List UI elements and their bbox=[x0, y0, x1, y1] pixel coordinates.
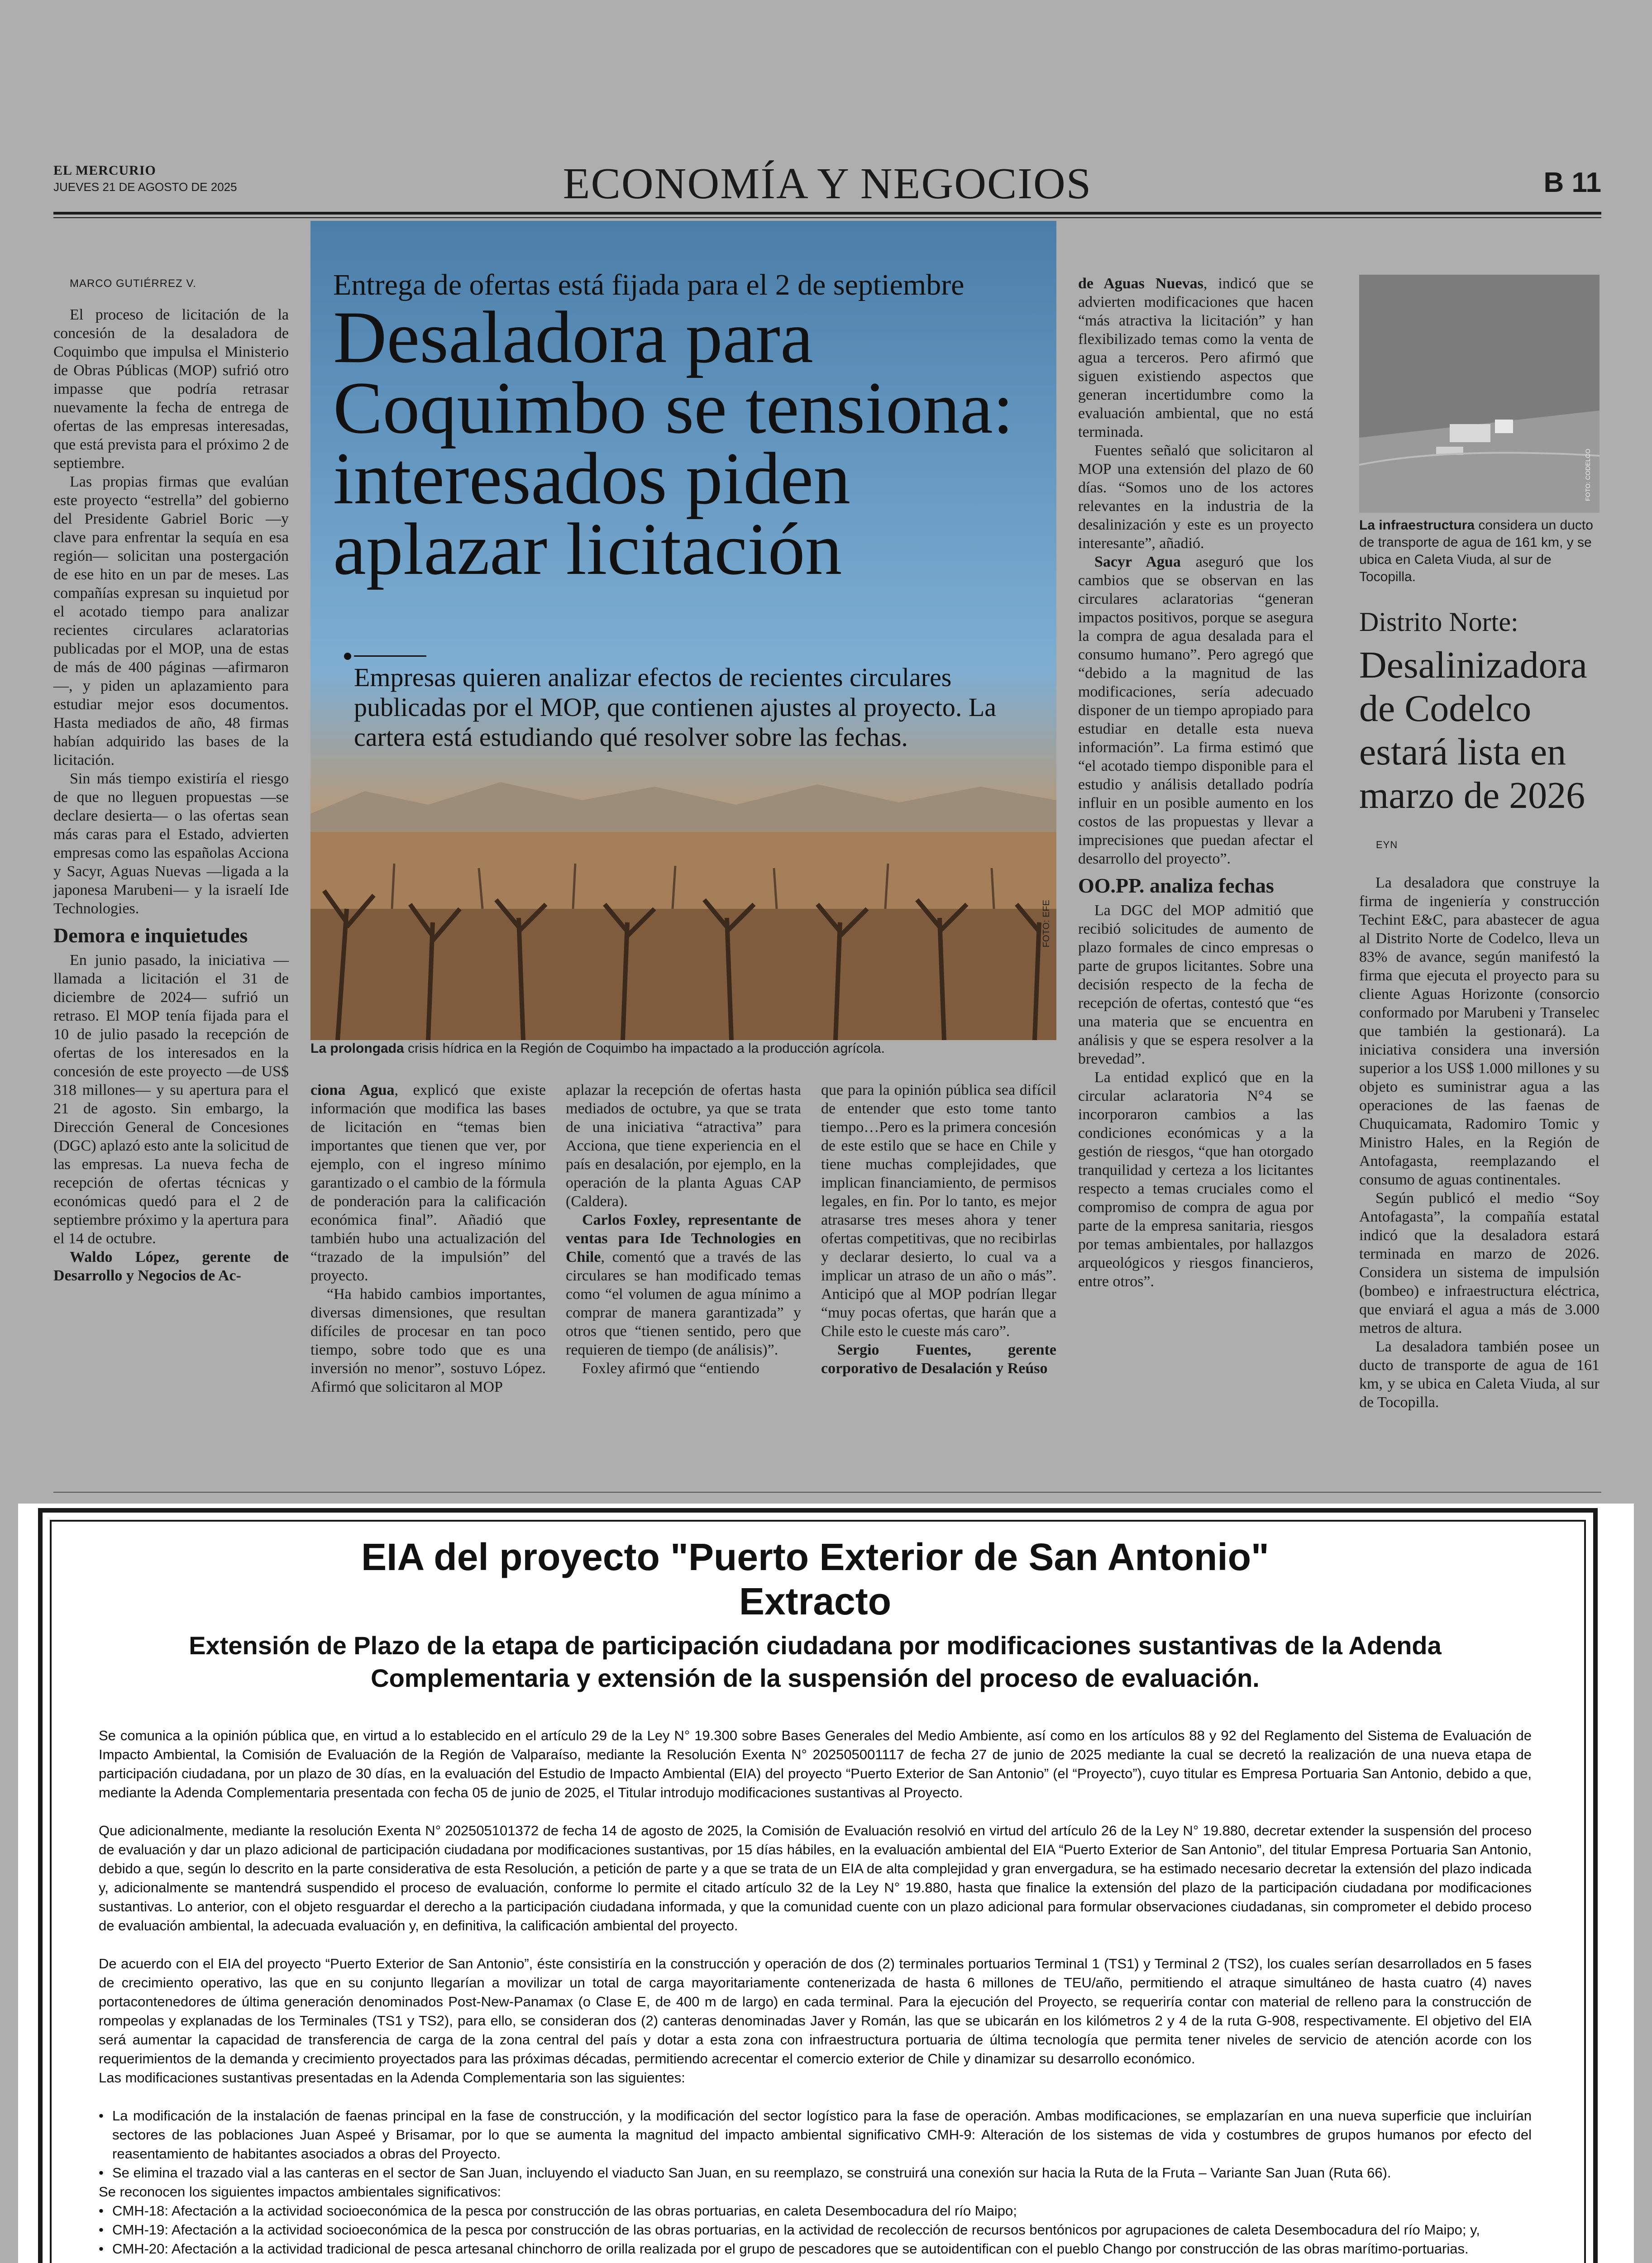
paragraph: aplazar la recepción de ofertas hasta mediados de octubre, ya que se trata de una iniciativa “atractiva” para Acciona, que tiene experiencia en el país en desalación, por ejemplo, en la operación de la planta Aguas CAP (Caldera). bbox=[566, 1082, 801, 1210]
notice-paragraph: Las modificaciones sustantivas presentadas en la Adenda Complementaria son las siguientes: bbox=[99, 2070, 685, 2086]
bold-lead: Sergio Fuentes, gerente corporativo de Desalación y Reúso bbox=[821, 1342, 1056, 1377]
paragraph: Foxley afirmó que “entiendo bbox=[582, 1360, 759, 1377]
paragraph bbox=[566, 1211, 801, 1359]
paragraph: Las propias firmas que evalúan este proyecto “estrella” del gobierno del Presidente Gabriel Boric —y clave para enfrentar la sequía en esa región— solicitan una postergación de ese hito en un par de meses. Las compañías expresan su inquietud por el acotado tiempo para analizar recientes circulares aclaratorias publicadas por el MOP, una de estas de más de 400 páginas —afirmaron—, y piden un aplazamiento para estudiar mejor esos documentos. Hasta mediados de año, 48 firmas habían adquirido las bases de la licitación. bbox=[53, 473, 289, 769]
hero-feature bbox=[310, 221, 1056, 1056]
caption-lead: La infraestructura bbox=[1359, 518, 1475, 533]
new-impacts-list bbox=[99, 2201, 1532, 2258]
desalination-plant-photo bbox=[1359, 275, 1599, 513]
bold-lead: Sacyr Agua bbox=[1094, 554, 1181, 570]
modifications-list bbox=[99, 2106, 1532, 2182]
notice-paragraph: Se comunica a la opinión pública que, en virtud a lo establecido en el artículo 29 de la Ley N° 19.300 sobre Bases Generales del Medio Ambiente, así como en los artículos 88 y 92 del Reglamento del Sistema de Evaluación de Impacto Ambiental, la Comisión de Evaluación de la Región de Valparaíso, mediante la Resolución Exenta N° 202505001117 de fecha 27 de junio de 2025 mediante la cual se decretó la realización de una nueva etapa de participación ciudadana, por un plazo de 30 días, en la evaluación del Estudio de Impacto Ambiental (EIA) del proyecto “Puerto Exterior de San Antonio” (el “Proyecto”), cuyo titular es Empresa Portuaria San Antonio, debido a que, mediante la Adenda Complementaria presentada con fecha 05 de junio de 2025, el Titular introdujo modificaciones sustantivas al Proyecto. bbox=[99, 1728, 1532, 1800]
paragraph: que para la opinión pública sea difícil de entender que esto tome tanto tiempo…Pero es la primera concesión de este estilo que se hace en Chile y tiene muchas complejidades, que implican financiamiento, de permisos legales, en fin. Por lo tanto, es mejor atrasarse tres meses ahora y tener ofertas competitivas, que no recibirlas y declarar desierto, lo cual va a implicar un atraso de un año o más”. Anticipó que al MOP podrían llegar “muy pocas ofertas, que harán que a Chile esto le cueste más caro”. bbox=[821, 1082, 1056, 1340]
photo-credit: FOTO: EFE bbox=[1041, 900, 1051, 948]
subheading: Demora e inquietudes bbox=[53, 924, 248, 947]
paragraph-text: , comentó que a través de las circulares se han modificado temas como “el volumen de agua mínimo a comprar de manera garantizada” y otros que “tienen sentido, pero que requieren de tiempo (de análisis)”. bbox=[566, 1249, 801, 1358]
subheading: OO.PP. analiza fechas bbox=[1078, 874, 1274, 897]
list-item: • CMH-20: Afectación a la actividad tradicional de pesca artesanal chinchorro de orilla realizada por el grupo de pescadores que se autoidentifican con el pueblo Chango por construcción de las obras marítimo-portuarias. bbox=[99, 2239, 1532, 2258]
paragraph-text: aseguró que los cambios que se observan en las circulares aclaratorias “generan impactos positivos, porque se asegura la compra de agua desalada para el consumo humano”. Pero agregó que “debido a la magnitud de las modificaciones, sería adecuado disponer de un tiempo apropiado para estudiar en detalle esta nueva información”. La firma estimó que “el acotado tiempo disponible para el estudio y análisis detallado podría influir en un posible aumento en los costos de las propuestas y llevar a imprecisiones que puedan afectar el desarrollo del proyecto”. bbox=[1078, 554, 1313, 867]
paragraph bbox=[310, 1081, 546, 1285]
side-photo-credit: FOTO: CODELCO bbox=[1584, 449, 1591, 501]
bold-lead: Carlos Foxley, representante de ventas para Ide Technologies en Chile bbox=[566, 1212, 801, 1265]
list-item: • Se elimina el trazado vial a las canteras en el sector de San Juan, incluyendo el viaducto San Juan, en su reemplazo, se construirá una conexión sur hacia la Ruta de la Fruta – Variante San Juan (Ruta 66). bbox=[99, 2163, 1532, 2182]
notice-paragraph: De acuerdo con el EIA del proyecto “Puerto Exterior de San Antonio”, éste consistiría en la construcción y operación de dos (2) terminales portuarios Terminal 1 (TS1) y Terminal 2 (TS2), los cuales serían desarrollados en 5 fases de crecimiento operativo, las que en su conjunto llegarían a movilizar un total de carga mayoritariamente contenerizada de hasta 6 millones de TEU/año, permitiendo el atraque simultáneo de hasta cuatro (4) naves portacontenedores de última generación denominados Post-New-Panamax (o Clase E, de 400 m de largo) en cada terminal. Para la ejecución del Proyecto, se requeriría contar con material de relleno para la construcción de rompeolas y explanadas de los Terminales (TS1 y TS2), para ello, se consideran dos (2) canteras denominadas Javer y Román, las que se ubicarán en los kilómetros 2 y 4 de la ruta G-908, respectivamente. El objetivo del EIA será aumentar la capacidad de transferencia de carga de la zona central del país y dotar a esta zona con infraestructura portuaria de última tecnología que permita tener niveles de servicio de atención acorde con los requerimientos de la demanda y crecimiento proyectados para las próximas décadas, permitiendo acrecentar el comercio exterior de Chile y dinamizar su desarrollo económico. bbox=[99, 1956, 1532, 2067]
paragraph bbox=[821, 1341, 1056, 1378]
headline: Desaladora para Coquimbo se tensiona: interesados piden aplazar licitación bbox=[333, 296, 1014, 590]
paragraph bbox=[1078, 274, 1313, 441]
paragraph: La DGC del MOP admitió que recibió solicitudes de aumento de plazo formales de cinco empresas o parte de grupos licitantes. Sobre una decisión respecto de la fecha de recepción de ofertas, contestó que “es una materia que se encuentra en análisis y que se espera resolver a la brevedad”. bbox=[1078, 902, 1313, 1067]
notice-title: EIA del proyecto "Puerto Exterior de San Antonio" bbox=[361, 1536, 1269, 1578]
masthead-rule-thin bbox=[53, 217, 1601, 218]
side-photo-caption bbox=[1359, 517, 1599, 586]
paragraph bbox=[53, 1248, 289, 1285]
side-story-body bbox=[1359, 874, 1599, 1412]
photo-caption bbox=[310, 1041, 1056, 1056]
paper-name: EL MERCURIO bbox=[53, 163, 156, 178]
list-item: • CMH-18: Afectación a la actividad socioeconómica de la pesca por construcción de las obras portuarias, en caleta Desembocadura del río Maipo; bbox=[99, 2201, 1532, 2220]
notice-content bbox=[99, 1534, 1532, 2263]
main-story-column-1 bbox=[53, 274, 289, 1285]
page-number: B 11 bbox=[1543, 167, 1601, 198]
bold-lead: Waldo López, gerente de Desarrollo y Negocios de Ac- bbox=[53, 1249, 289, 1284]
list-item: • CMH-19: Afectación a la actividad socioeconómica de la pesca por construcción de las obras portuarias, en la actividad de recolección de recursos bentónicos por agrupaciones de caleta Desembocadura del río Maipo; y, bbox=[99, 2220, 1532, 2239]
paragraph bbox=[1078, 553, 1313, 868]
paragraph-text: , explicó que existe información que modifica las bases de licitación en “temas bien importantes que tienen que ver, por ejemplo, con el ingreso mínimo garantizado o el cambio de la fórmula de ponderación para la calificación económica final”. Añadió que también hubo una actualización del “trazado de la impulsión” del proyecto. bbox=[310, 1082, 546, 1284]
caption-text: crisis hídrica en la Región de Coquimbo ha impactado a la producción agrícola. bbox=[404, 1041, 885, 1056]
main-story-column-3 bbox=[566, 1081, 801, 1378]
paragraph: Fuentes señaló que solicitaron al MOP una extensión del plazo de 60 días. “Somos uno de los actores relevantes en la industria de la desalinización y este es un proyecto interesante”, añadió. bbox=[1078, 442, 1313, 552]
caption-lead: La prolongada bbox=[310, 1041, 404, 1056]
headline-summary: Empresas quieren analizar efectos de recientes circulares publicadas por el MOP, que contienen ajustes al proyecto. La cartera está estudiando qué resolver sobre las fechas. bbox=[354, 663, 996, 752]
paragraph: Sin más tiempo existiría el riesgo de que no lleguen propuestas —se declare desierta— o las ofertas sean más caras para el Estado, advierten empresas como las españolas Acciona y Sacyr, Aguas Nuevas —ligada a la japonesa Marubeni— y la israelí Ide Technologies. bbox=[53, 770, 289, 917]
bold-lead: de Aguas Nuevas bbox=[1078, 275, 1203, 292]
list-intro: Se reconocen los siguientes impactos ambientales significativos: bbox=[99, 2184, 501, 2200]
paper-date: JUEVES 21 DE AGOSTO DE 2025 bbox=[53, 180, 237, 194]
headline-kicker: Entrega de ofertas está fijada para el 2 de septiembre bbox=[333, 268, 964, 301]
vineyard-illustration bbox=[310, 773, 1056, 1040]
aerial-plant-illustration bbox=[1359, 275, 1599, 513]
paragraph: “Ha habido cambios importantes, diversas dimensiones, que resultan difíciles de procesar en tan poco tiempo, sobre todo que es una inversión no menor”, sostuvo López. Afirmó que solicitaron al MOP bbox=[310, 1286, 546, 1395]
paragraph: La entidad explicó que en la circular aclaratoria N°4 se incorporaron cambios a las condiciones económicas y a la gestión de riesgos, “que han otorgado tranquilidad y certeza a los licitantes respecto a temas cruciales como el compromiso de compra de agua por parte de la empresa sanitaria, riesgos por temas ambientales, por hallazgos arqueológicos y riesgos financieros, entre otros”. bbox=[1078, 1069, 1313, 1290]
paragraph-text: , indicó que se advierten modificaciones que hacen “más atractiva la licitación” y han flexibilizado temas como la venta de agua a terceros. Pero afirmó que siguen existiendo aspectos que generan incertidumbre como la evaluación ambiental, que no está terminada. bbox=[1078, 275, 1313, 440]
page-bottom-rule bbox=[53, 1492, 1601, 1493]
main-story-column-4 bbox=[821, 1081, 1056, 1378]
paragraph: En junio pasado, la iniciativa —llamada a licitación el 31 de diciembre de 2024— sufrió un retraso. El MOP tenía fijada para el 10 de julio pasado la recepción de ofertas de los interesados en la concesión de este proyecto —de US$ 318 millones— y su apertura para el 21 de agosto. Sin embargo, la Dirección General de Concesiones (DGC) aplazó esto ante la solicitud de las empresas. La nueva fecha de recepción de ofertas técnicas y económicas quedó para el 2 de septiembre próximo y la apertura para el 14 de octubre. bbox=[53, 952, 289, 1247]
bullet-dot bbox=[344, 653, 351, 660]
paragraph: La desaladora también posee un ducto de transporte de agua de 161 km, y se ubica en Caleta Viuda, al sur de Tocopilla. bbox=[1359, 1338, 1599, 1411]
paragraph: La desaladora que construye la firma de ingeniería y construcción Techint E&C, para abastecer de agua al Distrito Norte de Codelco, lleva un 83% de avance, según manifestó la firma que ejecuta el proyecto para su cliente Aguas Horizonte (consorcio conformado por Marubeni y Transelec que también la gestionará). La iniciativa considera una inversión superior a los US$ 1.000 millones y su objeto es suministrar agua a las operaciones de las faenas de Chuquicamata, Radomiro Tomic y Ministro Hales, en la Región de Antofagasta, reemplazando el consumo de aguas continentales. bbox=[1359, 874, 1599, 1188]
byline: MARCO GUTIÉRREZ V. bbox=[70, 277, 196, 290]
list-item: • La modificación de la instalación de faenas principal en la fase de construcción, y la modificación del sector logístico para la fase de operación. Ambas modificaciones, se emplazarían en una nueva superficie que incluirían sectores de las poblaciones Juan Aspeé y Brisamar, por lo que se aumenta la magnitud del impacto ambiental significativo CMH-9: Alteración de los sistemas de vida y costumbres de grupos humanos por efecto del reasentamiento de habitantes asociados a obras del Proyecto. bbox=[99, 2106, 1532, 2163]
paragraph: El proceso de licitación de la concesión de la desaladora de Coquimbo que impulsa el Ministerio de Obras Públicas (MOP) sufrió otro impasse que podría retrasar nuevamente la fecha de entrega de ofertas de las empresas interesadas, que está prevista para el próximo 2 de septiembre. bbox=[53, 306, 289, 472]
side-story-byline: EYN bbox=[1376, 839, 1398, 850]
main-story-column-2 bbox=[310, 1081, 546, 1396]
notice-body bbox=[99, 1726, 1532, 2263]
section-title: ECONOMÍA Y NEGOCIOS bbox=[563, 159, 1092, 208]
bullet-line bbox=[354, 655, 426, 657]
bold-lead: ciona Agua bbox=[310, 1082, 395, 1098]
main-story-column-5 bbox=[1078, 274, 1313, 1291]
paragraph: Según publicó el medio “Soy Antofagasta”, la compañía estatal indicó que la desaladora estará terminada en marzo de 2026. Considera un sistema de impulsión (bombeo) e infraestructura eléctrica, que enviará el agua a más de 3.000 metros de altura. bbox=[1359, 1190, 1599, 1337]
notice-block bbox=[99, 2182, 1532, 2258]
hero-photo bbox=[310, 221, 1056, 1040]
notice-extension-heading: Extensión de Plazo de la etapa de participación ciudadana por modificaciones sustantivas de la Adenda Complementaria y extensión de la suspensión del proceso de evaluación. bbox=[189, 1631, 1442, 1692]
notice-block bbox=[99, 1954, 1532, 2087]
notice-paragraph: Que adicionalmente, mediante la resolución Exenta N° 202505101372 de fecha 14 de agosto de 2025, la Comisión de Evaluación resolvió en virtud del artículo 26 de la Ley N° 19.880, decretar extender la suspensión del proceso de evaluación y dar un plazo adicional de participación ciudadana por modificaciones sustantivas, por 15 días hábiles, en la evaluación ambiental del EIA “Puerto Exterior de San Antonio”, del titular Empresa Portuaria San Antonio, debido a que, según lo descrito en la parte considerativa de esta Resolución, a petición de parte y a que se trata de un EIA de alta complejidad y gran envergadura, se ha estimado necesario decretar la extensión del plazo indicada y, adicionalmente se mantendrá suspendido el proceso de evaluación, conforme lo permite el citado artículo 32 de la Ley N° 19.880, hasta que finalice la extensión del plazo de la participación ciudadana por modificaciones sustantivas. Lo anterior, con el objeto resguardar el derecho a la participación ciudadana informada, y que la comunidad cuente con un plazo adicional para formular observaciones ciudadanas, sin comprometer el debido proceso de evaluación ambiental, la adecuada evaluación y, en definitiva, la calificación ambiental del proyecto. bbox=[99, 1823, 1532, 1934]
notice-subtitle: Extracto bbox=[739, 1580, 892, 1623]
masthead-rule bbox=[53, 212, 1601, 215]
caption-text: considera un ducto de transporte de agua de 161 km, y se ubica en Caleta Viuda, al sur de Tocopilla. bbox=[1359, 518, 1593, 584]
masthead bbox=[53, 159, 1601, 213]
side-story-headline: Desalinizadora de Codelco estará lista en marzo de 2026 bbox=[1359, 644, 1587, 816]
side-story-kicker: Distrito Norte: bbox=[1359, 607, 1518, 637]
